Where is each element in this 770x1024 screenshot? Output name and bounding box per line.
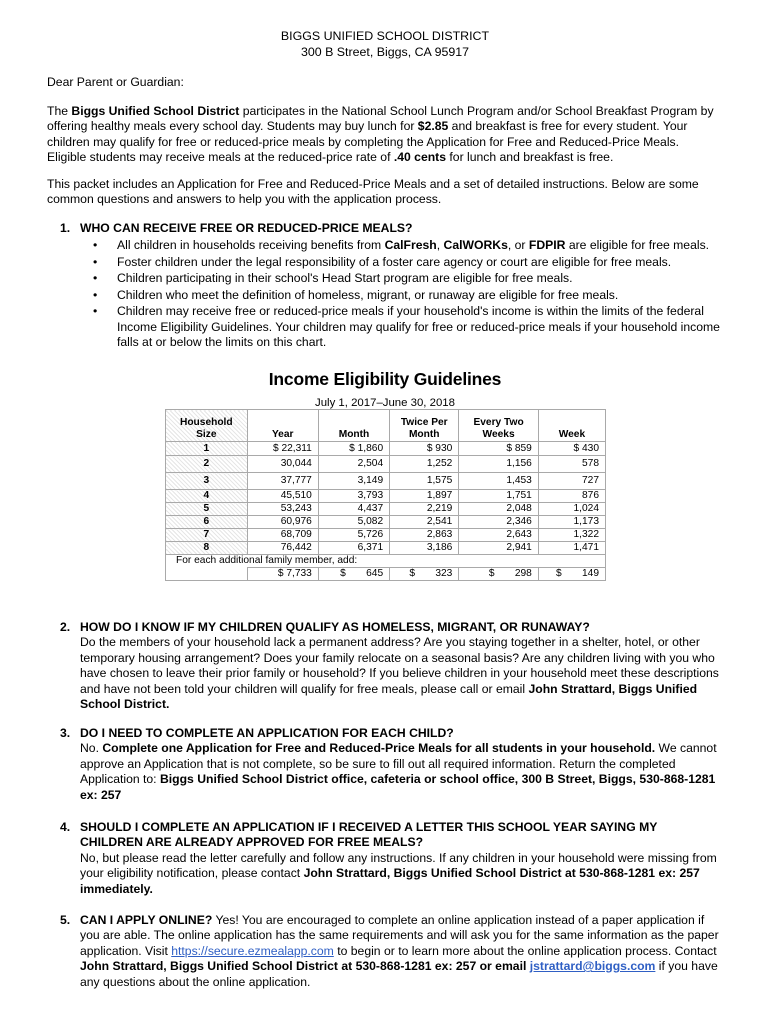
column-header: Month xyxy=(318,410,389,442)
column-header: Year xyxy=(247,410,318,442)
table-header-row xyxy=(166,410,606,442)
list-item: • All children in households receiving benefits from CalFresh, CalWORKs, or FDPIR are eligible for free meals. xyxy=(53,238,720,253)
table-row: 4 45,510 3,793 1,897 1,751 876 xyxy=(166,490,606,503)
letterhead xyxy=(0,28,770,60)
question-1 xyxy=(60,221,720,352)
column-header: Week xyxy=(538,410,605,442)
question-5 xyxy=(60,913,720,990)
ezmealapp-link[interactable]: https://secure.ezmealapp.com xyxy=(171,943,334,958)
additional-member-label-row: For each additional family member, add: xyxy=(166,555,606,568)
question-number: 4. xyxy=(60,820,71,834)
table-row: 7 68,709 5,726 2,863 2,643 1,322 xyxy=(166,529,606,542)
lunch-price: $2.85 xyxy=(417,119,449,134)
question-4 xyxy=(60,820,720,897)
intro-paragraph: The Biggs Unified School District participates in the National School Lunch Program and/or School Breakfast Program by offering healthy meals every school day. Students may buy lunch for $2.85 and breakfast is free for every student. Your children may qualify for free or reduced-price meals by completing the Application for Free and Reduced-Price Meals. Eligible students may receive meals at the reduced-price rate of .40 cents for lunch and breakfast is free. xyxy=(47,104,714,165)
question-title: DO I NEED TO COMPLETE AN APPLICATION FOR EACH CHILD? xyxy=(80,726,454,740)
eligibility-list xyxy=(53,238,720,350)
answer-text: No, but please read the letter carefully and follow any instructions. If any children in your household were missing from your eligibility notification, please contact John Strattard, Biggs Unified School District at 530-868-1281 ex: 257 immediately. xyxy=(80,850,717,896)
table-row: 1 $ 22,311 $ 1,860 $ 930 $ 859 $ 430 xyxy=(166,442,606,456)
district-name-inline: Biggs Unified School District xyxy=(71,104,240,118)
table-period: July 1, 2017–June 30, 2018 xyxy=(315,397,455,409)
packet-paragraph: This packet includes an Application for Free and Reduced-Price Meals and a set of detailed instructions. Below are some common questions and answers to help you with the application process. xyxy=(47,177,699,207)
list-item: • Children may receive free or reduced-price meals if your household's income is within the limits of the federal Income Eligibility Guidelines. Your children may qualify for free or reduced-price meals if your household income falls at or below the limits on this chart. xyxy=(53,304,720,350)
income-eligibility-table xyxy=(165,409,606,581)
district-name: BIGGS UNIFIED SCHOOL DISTRICT xyxy=(280,29,490,43)
question-3 xyxy=(60,726,720,803)
question-number: 2. xyxy=(60,620,71,634)
additional-member-row: $ 7,733 $ 645 $ 323 $ 298 $ 149 xyxy=(166,568,606,581)
table-row: 6 60,976 5,082 2,541 2,346 1,173 xyxy=(166,516,606,529)
table-row: 5 53,243 4,437 2,219 2,048 1,024 xyxy=(166,503,606,516)
question-2 xyxy=(60,620,720,712)
question-number: 1. xyxy=(60,221,71,235)
answer-text: CAN I APPLY ONLINE? Yes! You are encouraged to complete an online application instead of a paper application if you are able. The online application has the same requirements and will ask you for the same information as the paper application. Visit https://secure.ezmealapp.com to begin or to learn more about the online application process. Contact John Strattard, Biggs Unified School District at 530-868-1281 ex: 257 or email jstrattard@biggs.com if you have any questions about the online application. xyxy=(80,913,719,989)
greeting: Dear Parent or Guardian: xyxy=(47,75,184,89)
column-header: Household Size xyxy=(166,410,248,442)
table-row: 8 76,442 6,371 3,186 2,941 1,471 xyxy=(166,542,606,555)
email-link[interactable]: jstrattard@biggs.com xyxy=(529,959,656,974)
answer-text: No. Complete one Application for Free and Reduced-Price Meals for all students in your household. We cannot approve an Application that is not complete, so be sure to fill out all required information. Return the completed Application to: Biggs Unified School District office, cafeteria or school office, 300 B Street, Biggs, 530-868-1281 ex: 257 xyxy=(80,741,717,802)
question-title: HOW DO I KNOW IF MY CHILDREN QUALIFY AS HOMELESS, MIGRANT, OR RUNAWAY? xyxy=(80,620,590,634)
question-title: CAN I APPLY ONLINE? xyxy=(80,913,213,927)
question-title: SHOULD I COMPLETE AN APPLICATION IF I RECEIVED A LETTER THIS SCHOOL YEAR SAYING MY CHILDREN ARE ALREADY APPROVED FOR FREE MEALS? xyxy=(80,820,658,850)
district-address: 300 B Street, Biggs, CA 95917 xyxy=(300,45,470,59)
question-number: 5. xyxy=(60,913,71,927)
question-title: WHO CAN RECEIVE FREE OR REDUCED-PRICE MEALS? xyxy=(80,221,413,235)
list-item: • Foster children under the legal responsibility of a foster care agency or court are eligible for free meals. xyxy=(53,255,720,270)
table-row: 2 30,044 2,504 1,252 1,156 578 xyxy=(166,456,606,473)
column-header: Twice Per Month xyxy=(390,410,459,442)
question-number: 3. xyxy=(60,726,71,740)
table-row: 3 37,777 3,149 1,575 1,453 727 xyxy=(166,473,606,490)
table-title: Income Eligibility Guidelines xyxy=(268,369,502,389)
column-header: Every Two Weeks xyxy=(459,410,539,442)
list-item: • Children participating in their school's Head Start program are eligible for free meals. xyxy=(53,271,720,286)
reduced-rate: .40 cents xyxy=(393,150,447,165)
answer-text: Do the members of your household lack a permanent address? Are you staying together in a shelter, hotel, or other temporary housing arrangement? Does your family relocate on a seasonal basis? Are any children living with you who have chosen to leave their prior family or household? If you believe children in your household meet these descriptions and have not been told your children will qualify for free meals, please call or email John Strattard, Biggs Unified School District. xyxy=(80,635,719,712)
list-item: • Children who meet the definition of homeless, migrant, or runaway are eligible for free meals. xyxy=(53,288,720,303)
